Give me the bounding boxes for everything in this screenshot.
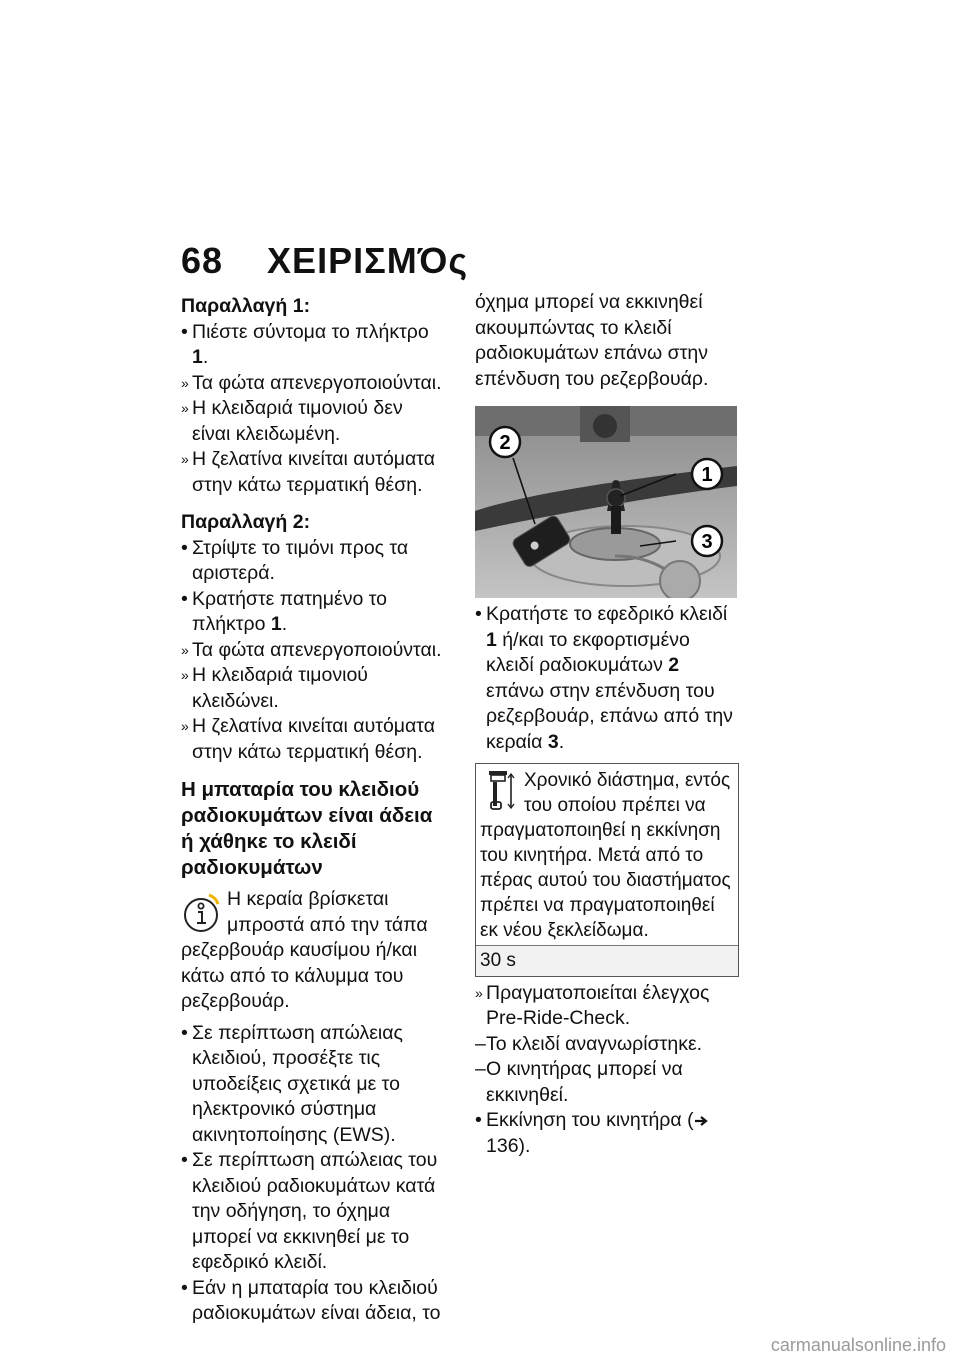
chapter-title: ΧΕΙΡΙΣΜΌς: [267, 240, 469, 281]
note-text: Η κεραία βρίσκεται μπροστά από την τάπα ρεζερβουάρ καυσίμου ή/και κάτω από το κάλυμμα του ρεζερβουάρ.: [181, 888, 428, 1012]
callout-1: 1: [701, 464, 713, 486]
list-item: » Πραγματοποιείται έλεγχος Pre-Ride-Check.: [475, 981, 710, 1029]
variant1-heading: Παραλλαγή 1:: [181, 295, 311, 317]
list-item: • Κρατήστε πατημένο το πλήκτρο 1.: [181, 587, 387, 635]
result-list: [475, 981, 739, 1160]
page-ref-arrow-icon: [694, 1115, 710, 1127]
callout-2: 2: [499, 432, 511, 454]
list-item: • Εκκίνηση του κινητήρα (136).: [475, 1108, 739, 1159]
info-note: [181, 887, 443, 1015]
list-item: » Η ζελατίνα κινείται αυτόματα στην κάτω τερματική θέση.: [181, 715, 435, 763]
left-column: [181, 294, 443, 1327]
page-number: 68: [181, 240, 224, 281]
list-item: • Σε περίπτωση απώλειας κλειδιού, προσέξτε τις υποδείξεις σχετικά με το ηλεκτρονικό σύστημα ακινητοποίησης (EWS).: [181, 1021, 403, 1146]
list-item: • Εάν η μπαταρία του κλειδιού ραδιοκυμάτων είναι άδεια, το: [181, 1276, 441, 1324]
battery-heading: Η μπαταρία του κλειδιού ραδιοκυμάτων είναι άδεια ή χάθηκε το κλειδί ραδιοκυμάτων: [181, 778, 433, 879]
variant1-list: [181, 320, 443, 499]
battery-list: [181, 1021, 443, 1327]
list-item: – Ο κινητήρας μπορεί να εκκινηθεί.: [475, 1058, 683, 1106]
list-item: » Η κλειδαριά τιμονιού δεν είναι κλειδωμένη.: [181, 397, 403, 445]
list-item: » Η κλειδαριά τιμονιού κλειδώνει.: [181, 664, 368, 712]
page-header: [181, 240, 468, 282]
page-ref-link[interactable]: 136: [486, 1134, 519, 1157]
list-item: » Η ζελατίνα κινείται αυτόματα στην κάτω τερματική θέση.: [181, 448, 435, 496]
callout-3: 3: [701, 531, 713, 553]
list-item: • Σε περίπτωση απώλειας του κλειδιού ραδιοκυμάτων κατά την οδήγηση, το όχημα μπορεί να εκκινηθεί με το εφεδρικό κλειδί.: [181, 1149, 438, 1273]
list-item: » Τα φώτα απενεργοποιούνται.: [181, 371, 442, 394]
time-box-text: Χρονικό διάστημα, εντός του οποίου πρέπει να πραγματοποιηθεί η εκκίνηση του κινητήρα. Μετά από το πέρας αυτού του διαστήματος πρέπει να πραγματοποιηθεί εκ νέου ξεκλείδωμα.: [480, 770, 731, 941]
list-item: » Τα φώτα απενεργοποιούνται.: [181, 638, 442, 661]
time-box: [475, 763, 739, 977]
continuation-text: όχημα μπορεί να εκκινηθεί ακουμπώντας το κλειδί ραδιοκυμάτων επάνω στην επένδυση του ρεζερβουάρ.: [475, 291, 709, 390]
time-value: 30 s: [476, 945, 738, 976]
list-item: • Στρίψτε το τιμόνι προς τα αριστερά.: [181, 536, 409, 584]
watermark: carmanualsonline.info: [770, 1335, 946, 1355]
info-icon: [181, 889, 221, 935]
list-item: – Το κλειδί αναγνωρίστηκε.: [475, 1032, 703, 1055]
timer-icon: [482, 768, 516, 814]
list-item: • Πιέστε σύντομα το πλήκτρο 1.: [181, 320, 429, 368]
right-column: [475, 290, 739, 1159]
variant2-list: [181, 536, 443, 766]
key-antenna-figure: [475, 406, 737, 598]
list-item: • Κρατήστε το εφεδρικό κλειδί 1 ή/και το εκφορτισμένο κλειδί ραδιοκυμάτων 2 επάνω στην επένδυση του ρεζερβουάρ, επάνω από την κεραία 3.: [475, 603, 733, 753]
variant2-heading: Παραλλαγή 2:: [181, 511, 311, 533]
